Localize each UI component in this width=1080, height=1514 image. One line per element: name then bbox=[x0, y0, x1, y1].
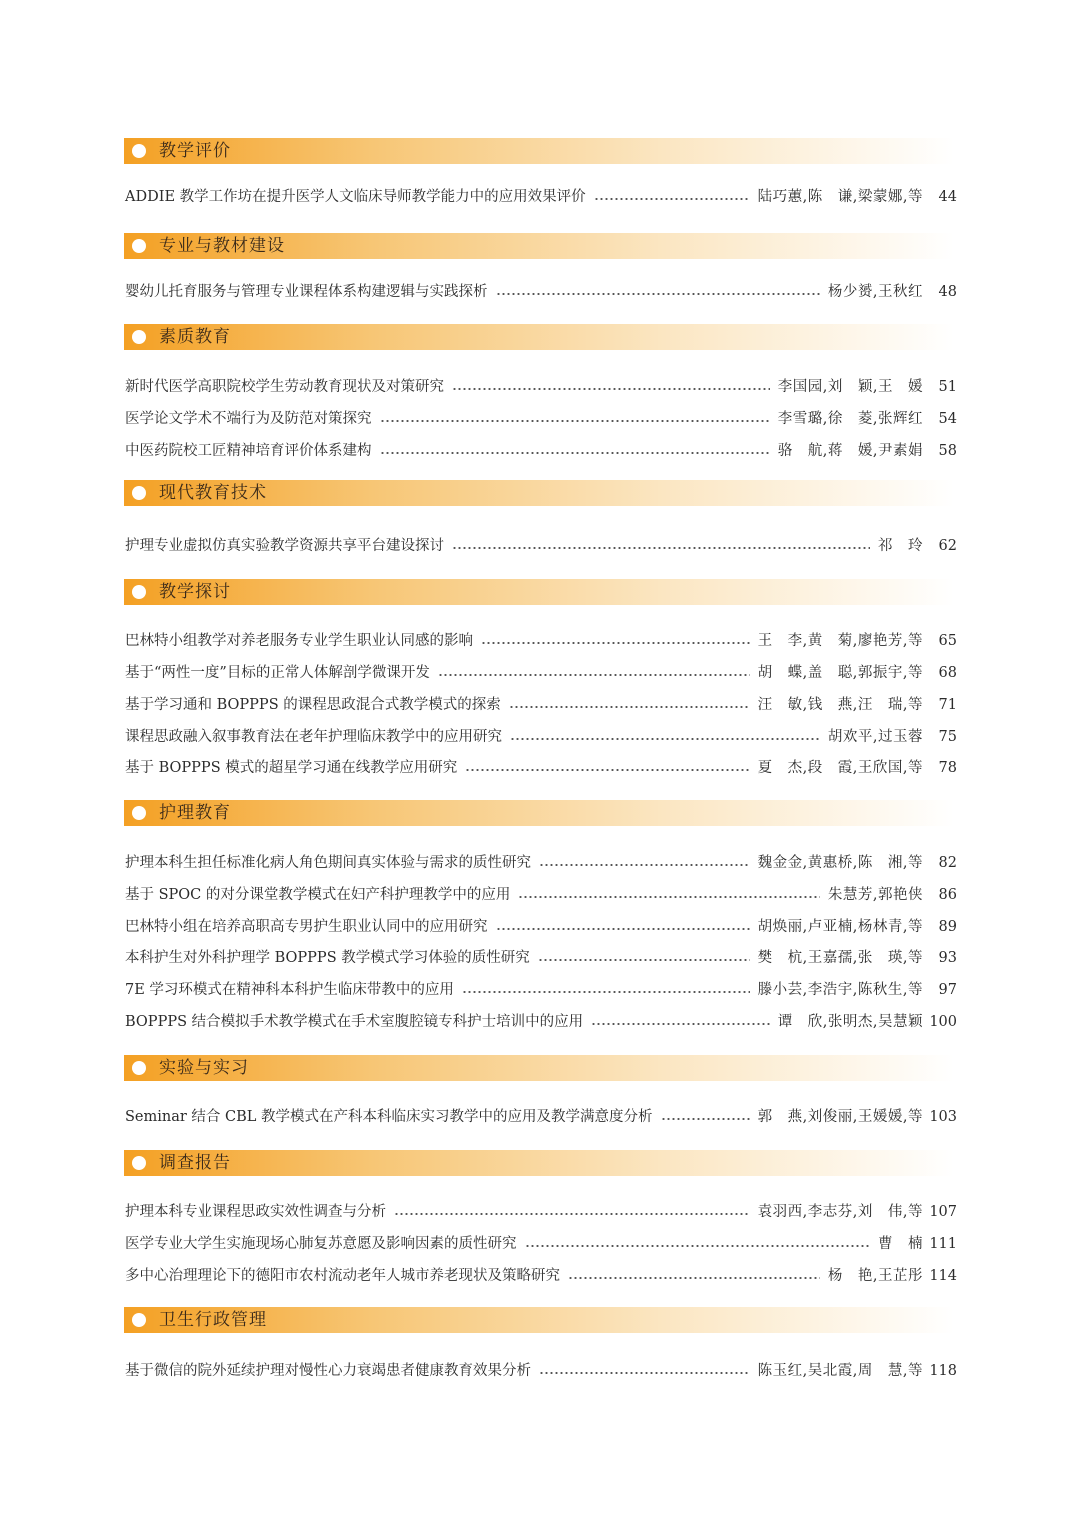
entry-authors: 滕小芸,李浩宇,陈秋生,等 bbox=[757, 982, 923, 998]
section-header bbox=[124, 579, 954, 605]
entry-authors: 祁 玲 bbox=[878, 538, 923, 554]
entry-authors: 樊 杭,王嘉孺,张 瑛,等 bbox=[757, 950, 923, 966]
entry-title: 巴林特小组在培养高职高专男护生职业认同中的应用研究 bbox=[125, 919, 488, 935]
entry-title: 基于微信的院外延续护理对慢性心力衰竭患者健康教育效果分析 bbox=[125, 1363, 531, 1379]
toc-entry[interactable] bbox=[125, 1201, 957, 1223]
dot-leader bbox=[452, 547, 870, 549]
dot-leader bbox=[661, 1118, 750, 1120]
dot-leader bbox=[538, 959, 750, 961]
entry-title: 医学论文学术不端行为及防范对策探究 bbox=[125, 411, 372, 427]
entry-authors: 魏金金,黄惠桥,陈 湘,等 bbox=[757, 855, 923, 871]
entry-authors: 郭 燕,刘俊丽,王媛媛,等 bbox=[757, 1109, 923, 1125]
entry-title: 本科护生对外科护理学 BOPPPS 教学模式学习体验的质性研究 bbox=[125, 950, 530, 966]
entry-title: BOPPPS 结合模拟手术教学模式在手术室腹腔镜专科护士培训中的应用 bbox=[125, 1014, 584, 1030]
toc-entry[interactable] bbox=[125, 281, 957, 303]
entry-page-number: 78 bbox=[938, 760, 957, 776]
toc-entry[interactable] bbox=[125, 852, 957, 874]
entry-title: 基于“两性一度”目标的正常人体解剖学微课开发 bbox=[125, 665, 430, 681]
dot-leader bbox=[539, 864, 750, 866]
bullet-dot-icon bbox=[132, 330, 146, 344]
entry-page-number: 89 bbox=[938, 919, 957, 935]
bullet-dot-icon bbox=[132, 585, 146, 599]
entry-authors: 胡焕丽,卢亚楠,杨林青,等 bbox=[757, 919, 923, 935]
entry-authors: 骆 航,蒋 媛,尹素娟 bbox=[777, 443, 923, 459]
section-title: 素质教育 bbox=[159, 327, 231, 347]
entry-page-number: 93 bbox=[938, 950, 957, 966]
entry-title: 巴林特小组教学对养老服务专业学生职业认同感的影响 bbox=[125, 633, 473, 649]
entry-page-number: 58 bbox=[938, 443, 957, 459]
entry-title: 中医药院校工匠精神培育评价体系建构 bbox=[125, 443, 372, 459]
toc-entry[interactable] bbox=[125, 186, 957, 208]
entry-page-number: 103 bbox=[929, 1109, 957, 1125]
section-title: 实验与实习 bbox=[159, 1058, 249, 1078]
toc-entry[interactable] bbox=[125, 884, 957, 906]
dot-leader bbox=[525, 1245, 871, 1247]
section-title: 教学探讨 bbox=[159, 582, 231, 602]
dot-leader bbox=[539, 1372, 750, 1374]
section-header bbox=[124, 233, 954, 259]
entry-authors: 胡 蝶,盖 聪,郭振宇,等 bbox=[757, 665, 923, 681]
entry-page-number: 62 bbox=[938, 538, 957, 554]
section-header bbox=[124, 138, 954, 164]
entry-title: 护理专业虚拟仿真实验教学资源共享平台建设探讨 bbox=[125, 538, 444, 554]
dot-leader bbox=[465, 769, 749, 771]
entry-title: ADDIE 教学工作坊在提升医学人文临床导师教学能力中的应用效果评价 bbox=[125, 189, 586, 205]
toc-entry[interactable] bbox=[125, 630, 957, 652]
dot-leader bbox=[380, 420, 770, 422]
entry-page-number: 65 bbox=[938, 633, 957, 649]
toc-entry[interactable] bbox=[125, 757, 957, 779]
entry-title: 婴幼儿托育服务与管理专业课程体系构建逻辑与实践探析 bbox=[125, 284, 488, 300]
bullet-dot-icon bbox=[132, 239, 146, 253]
entry-authors: 曹 楠 bbox=[878, 1236, 923, 1252]
entry-page-number: 71 bbox=[938, 697, 957, 713]
toc-entry[interactable] bbox=[125, 1106, 957, 1128]
entry-page-number: 51 bbox=[938, 379, 957, 395]
entry-title: 7E 学习环模式在精神科本科护生临床带教中的应用 bbox=[125, 982, 454, 998]
entry-authors: 李雪璐,徐 菱,张辉红 bbox=[777, 411, 923, 427]
toc-entry[interactable] bbox=[125, 947, 957, 969]
dot-leader bbox=[462, 991, 750, 993]
bullet-dot-icon bbox=[132, 144, 146, 158]
dot-leader bbox=[509, 706, 750, 708]
entry-page-number: 100 bbox=[929, 1014, 957, 1030]
entry-page-number: 107 bbox=[929, 1204, 957, 1220]
toc-entry[interactable] bbox=[125, 916, 957, 938]
dot-leader bbox=[496, 293, 820, 295]
entry-page-number: 97 bbox=[938, 982, 957, 998]
entry-authors: 谭 欣,张明杰,吴慧颖 bbox=[777, 1014, 923, 1030]
entry-title: 新时代医学高职院校学生劳动教育现状及对策研究 bbox=[125, 379, 444, 395]
toc-entry[interactable] bbox=[125, 694, 957, 716]
bullet-dot-icon bbox=[132, 1156, 146, 1170]
entry-authors: 陆巧蕙,陈 谦,梁蒙娜,等 bbox=[757, 189, 923, 205]
dot-leader bbox=[518, 896, 820, 898]
entry-title: 基于 BOPPPS 模式的超星学习通在线教学应用研究 bbox=[125, 760, 458, 776]
toc-entry[interactable] bbox=[125, 1360, 957, 1382]
section-header bbox=[124, 324, 954, 350]
entry-title: 基于 SPOC 的对分课堂教学模式在妇产科护理教学中的应用 bbox=[125, 887, 511, 903]
dot-leader bbox=[380, 452, 770, 454]
section-header bbox=[124, 800, 954, 826]
entry-title: 课程思政融入叙事教育法在老年护理临床教学中的应用研究 bbox=[125, 729, 502, 745]
toc-entry[interactable] bbox=[125, 440, 957, 462]
entry-title: 基于学习通和 BOPPPS 的课程思政混合式教学模式的探索 bbox=[125, 697, 501, 713]
entry-page-number: 111 bbox=[929, 1236, 957, 1252]
section-title: 卫生行政管理 bbox=[159, 1310, 267, 1330]
entry-page-number: 82 bbox=[938, 855, 957, 871]
section-header bbox=[124, 1150, 954, 1176]
entry-page-number: 75 bbox=[938, 729, 957, 745]
entry-authors: 朱慧芳,郭艳侠 bbox=[827, 887, 923, 903]
entry-title: 医学专业大学生实施现场心肺复苏意愿及影响因素的质性研究 bbox=[125, 1236, 517, 1252]
bullet-dot-icon bbox=[132, 1313, 146, 1327]
section-header bbox=[124, 1055, 954, 1081]
dot-leader bbox=[568, 1277, 820, 1279]
entry-page-number: 114 bbox=[929, 1268, 957, 1284]
toc-entry[interactable] bbox=[125, 1011, 957, 1033]
entry-title: 护理本科专业课程思政实效性调查与分析 bbox=[125, 1204, 386, 1220]
section-header bbox=[124, 1307, 954, 1333]
entry-authors: 杨 艳,王芷彤 bbox=[827, 1268, 923, 1284]
bullet-dot-icon bbox=[132, 1061, 146, 1075]
entry-authors: 王 李,黄 菊,廖艳芳,等 bbox=[757, 633, 923, 649]
entry-page-number: 48 bbox=[938, 284, 957, 300]
section-title: 教学评价 bbox=[159, 141, 231, 161]
toc-entry[interactable] bbox=[125, 535, 957, 557]
entry-authors: 李国园,刘 颖,王 媛 bbox=[777, 379, 923, 395]
bullet-dot-icon bbox=[132, 806, 146, 820]
entry-authors: 胡欢平,过玉蓉 bbox=[827, 729, 923, 745]
toc-entry[interactable] bbox=[125, 1265, 957, 1287]
entry-authors: 夏 杰,段 霞,王欣国,等 bbox=[757, 760, 923, 776]
section-header bbox=[124, 480, 954, 506]
entry-title: Seminar 结合 CBL 教学模式在产科本科临床实习教学中的应用及教学满意度分析 bbox=[125, 1109, 653, 1125]
entry-page-number: 44 bbox=[938, 189, 957, 205]
entry-page-number: 54 bbox=[938, 411, 957, 427]
dot-leader bbox=[452, 388, 770, 390]
dot-leader bbox=[591, 1023, 770, 1025]
section-title: 调查报告 bbox=[159, 1153, 231, 1173]
dot-leader bbox=[510, 738, 820, 740]
entry-authors: 陈玉红,吴北霞,周 慧,等 bbox=[757, 1363, 923, 1379]
section-title: 专业与教材建设 bbox=[159, 236, 285, 256]
dot-leader bbox=[438, 674, 750, 676]
section-title: 现代教育技术 bbox=[159, 483, 267, 503]
dot-leader bbox=[594, 198, 750, 200]
entry-title: 多中心治理理论下的德阳市农村流动老年人城市养老现状及策略研究 bbox=[125, 1268, 560, 1284]
toc-entry[interactable] bbox=[125, 1233, 957, 1255]
entry-authors: 杨少赟,王秋红 bbox=[827, 284, 923, 300]
section-title: 护理教育 bbox=[159, 803, 231, 823]
entry-authors: 汪 敏,钱 燕,汪 瑞,等 bbox=[757, 697, 923, 713]
dot-leader bbox=[481, 642, 750, 644]
entry-title: 护理本科生担任标准化病人角色期间真实体验与需求的质性研究 bbox=[125, 855, 531, 871]
dot-leader bbox=[496, 928, 750, 930]
entry-page-number: 68 bbox=[938, 665, 957, 681]
dot-leader bbox=[394, 1213, 750, 1215]
toc-entry[interactable] bbox=[125, 376, 957, 398]
toc-entry[interactable] bbox=[125, 979, 957, 1001]
toc-entry[interactable] bbox=[125, 662, 957, 684]
entry-page-number: 118 bbox=[929, 1363, 957, 1379]
toc-entry[interactable] bbox=[125, 408, 957, 430]
entry-authors: 袁羽西,李志芬,刘 伟,等 bbox=[757, 1204, 923, 1220]
entry-page-number: 86 bbox=[938, 887, 957, 903]
toc-entry[interactable] bbox=[125, 726, 957, 748]
bullet-dot-icon bbox=[132, 486, 146, 500]
